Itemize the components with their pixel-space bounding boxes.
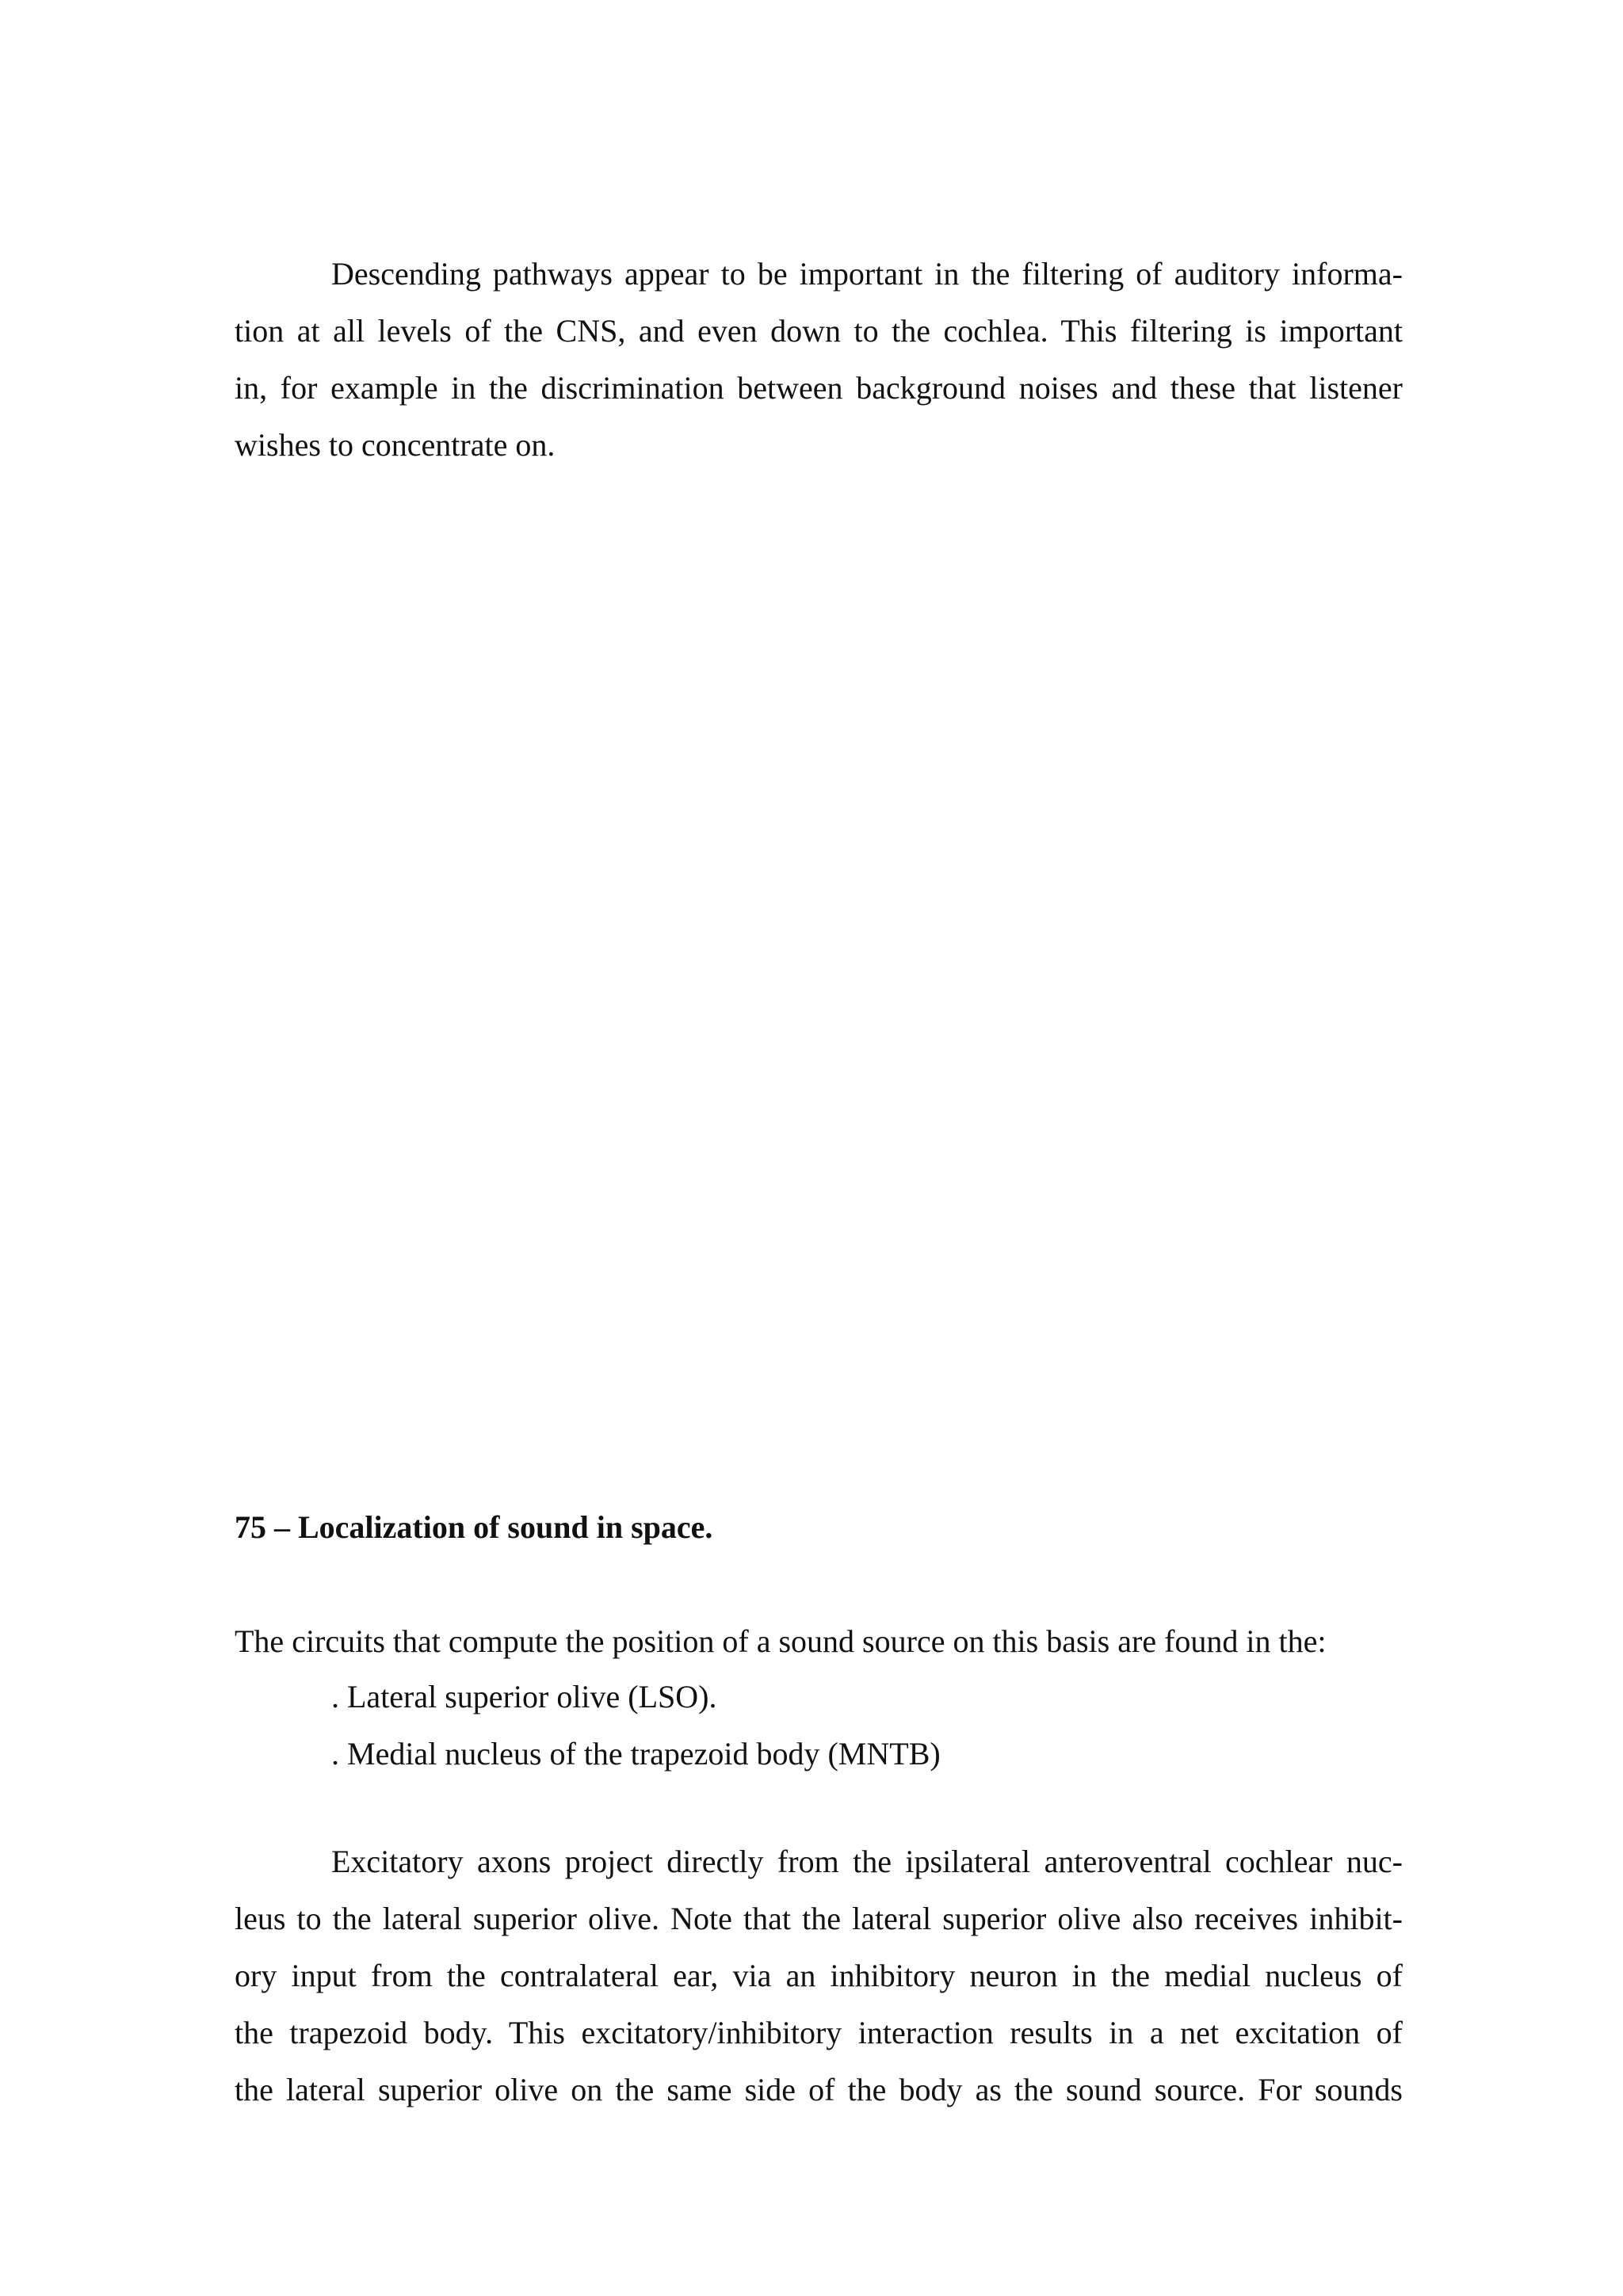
list-item: . Lateral superior olive (LSO). <box>331 1679 717 1714</box>
paragraph-descending-pathways <box>235 246 1403 474</box>
list-item: . Medial nucleus of the trapezoid body (MNTB) <box>331 1736 941 1772</box>
paragraph-line: wishes to concentrate on. <box>235 427 556 463</box>
paragraph-line: in, for example in the discrimination between background noises and these that listener <box>235 370 1403 406</box>
section-intro: The circuits that compute the position of a sound source on this basis are found in the: <box>235 1623 1327 1659</box>
paragraph-line: ory input from the contralateral ear, via an inhibitory neuron in the medial nucleus of <box>235 1958 1403 1993</box>
paragraph-line: Excitatory axons project directly from the ipsilateral anteroventral cochlear nuc- <box>331 1844 1403 1879</box>
paragraph-line: Descending pathways appear to be important in the filtering of auditory informa- <box>331 256 1403 292</box>
paragraph-line: the lateral superior olive on the same side of the body as the sound source. For sounds <box>235 2072 1403 2107</box>
paragraph-line: tion at all levels of the CNS, and even down to the cochlea. This filtering is important <box>235 313 1403 349</box>
section-heading: 75 – Localization of sound in space. <box>235 1509 713 1545</box>
nuclei-list <box>331 1669 941 1783</box>
paragraph-line: the trapezoid body. This excitatory/inhibitory interaction results in a net excitation of <box>235 2015 1403 2050</box>
paragraph-line: leus to the lateral superior olive. Note that the lateral superior olive also receives inhibit- <box>235 1901 1403 1936</box>
paragraph-excitatory-axons <box>235 1833 1403 2119</box>
